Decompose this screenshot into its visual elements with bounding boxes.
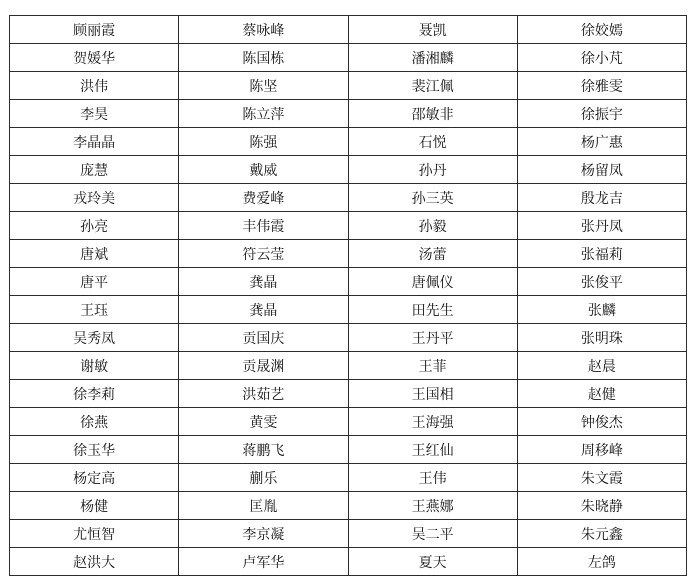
name-cell: 洪茹艺 [179,380,348,408]
name-cell: 石悦 [348,128,517,156]
name-cell: 杨健 [10,492,179,520]
name-cell: 戴威 [179,156,348,184]
table-row [10,352,687,380]
name-cell: 陈坚 [179,72,348,100]
name-cell: 李京凝 [179,520,348,548]
name-cell: 孙亮 [10,212,179,240]
table-row [10,184,687,212]
name-cell: 裴江佩 [348,72,517,100]
table-row [10,464,687,492]
name-cell: 张明珠 [517,324,686,352]
name-cell: 左鸽 [517,548,686,576]
name-cell: 唐平 [10,268,179,296]
table-row [10,212,687,240]
name-cell: 陈国栋 [179,44,348,72]
name-cell: 杨广惠 [517,128,686,156]
name-cell: 吴二平 [348,520,517,548]
name-cell: 蒯乐 [179,464,348,492]
name-cell: 邵敏非 [348,100,517,128]
name-cell: 陈强 [179,128,348,156]
table-row [10,240,687,268]
name-cell: 孙毅 [348,212,517,240]
name-cell: 周移峰 [517,436,686,464]
name-cell: 田先生 [348,296,517,324]
name-cell: 贡晟渊 [179,352,348,380]
name-cell: 卢军华 [179,548,348,576]
name-cell: 唐斌 [10,240,179,268]
name-cell: 夏天 [348,548,517,576]
names-table-body [10,16,687,576]
name-cell: 陈立萍 [179,100,348,128]
name-cell: 张福莉 [517,240,686,268]
name-cell: 徐姣嫣 [517,16,686,44]
name-cell: 洪伟 [10,72,179,100]
name-cell: 王菲 [348,352,517,380]
name-cell: 谢敏 [10,352,179,380]
table-row [10,44,687,72]
name-cell: 赵晨 [517,352,686,380]
name-cell: 朱晓静 [517,492,686,520]
name-cell: 戎玲美 [10,184,179,212]
name-cell: 张丹凤 [517,212,686,240]
name-cell: 贡国庆 [179,324,348,352]
name-cell: 徐玉华 [10,436,179,464]
name-cell: 杨留凤 [517,156,686,184]
table-row [10,296,687,324]
name-cell: 孙丹 [348,156,517,184]
name-cell: 徐雅雯 [517,72,686,100]
name-cell: 杨定高 [10,464,179,492]
name-cell: 黄雯 [179,408,348,436]
name-cell: 唐佩仪 [348,268,517,296]
table-row [10,128,687,156]
name-cell: 蔡咏峰 [179,16,348,44]
name-cell: 王红仙 [348,436,517,464]
name-cell: 赵洪大 [10,548,179,576]
name-cell: 赵健 [517,380,686,408]
name-cell: 张麟 [517,296,686,324]
table-row [10,492,687,520]
name-cell: 徐振宇 [517,100,686,128]
name-cell: 庞慧 [10,156,179,184]
name-cell: 丰伟霞 [179,212,348,240]
name-cell: 殷龙吉 [517,184,686,212]
table-row [10,380,687,408]
name-cell: 王丹平 [348,324,517,352]
table-row [10,156,687,184]
name-cell: 匡胤 [179,492,348,520]
name-cell: 李昊 [10,100,179,128]
table-row [10,548,687,576]
name-cell: 符云莹 [179,240,348,268]
names-table [9,15,687,576]
table-row [10,268,687,296]
name-cell: 朱元鑫 [517,520,686,548]
name-cell: 徐燕 [10,408,179,436]
name-cell: 汤蕾 [348,240,517,268]
name-cell: 尤恒智 [10,520,179,548]
table-row [10,520,687,548]
name-cell: 李晶晶 [10,128,179,156]
name-cell: 龚晶 [179,296,348,324]
table-row [10,100,687,128]
name-cell: 钟俊杰 [517,408,686,436]
name-cell: 朱文霞 [517,464,686,492]
name-cell: 徐李莉 [10,380,179,408]
table-row [10,16,687,44]
table-row [10,436,687,464]
name-cell: 潘湘麟 [348,44,517,72]
name-cell: 贺媛华 [10,44,179,72]
name-cell: 王国相 [348,380,517,408]
name-cell: 龚晶 [179,268,348,296]
name-cell: 王珏 [10,296,179,324]
table-row [10,408,687,436]
name-cell: 王海强 [348,408,517,436]
name-cell: 费爱峰 [179,184,348,212]
table-row [10,324,687,352]
table-row [10,72,687,100]
name-cell: 吴秀凤 [10,324,179,352]
name-cell: 孙三英 [348,184,517,212]
name-cell: 蒋鹏飞 [179,436,348,464]
name-cell: 顾丽霞 [10,16,179,44]
name-cell: 聂凯 [348,16,517,44]
name-cell: 徐小芃 [517,44,686,72]
name-cell: 王燕娜 [348,492,517,520]
name-cell: 张俊平 [517,268,686,296]
name-cell: 王伟 [348,464,517,492]
